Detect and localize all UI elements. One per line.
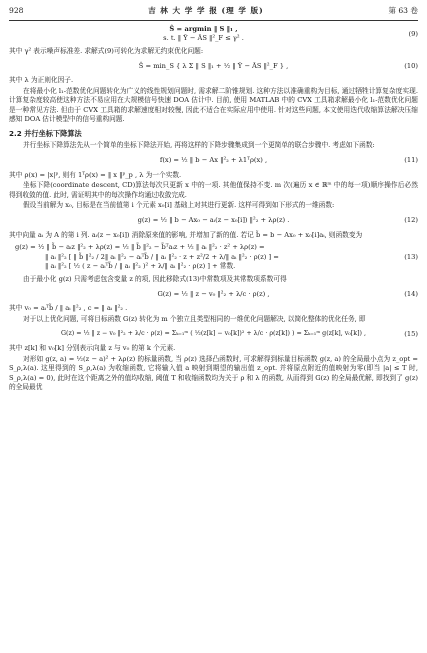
equation-10	[9, 59, 418, 73]
paragraph-vector: 其中向量 aᵢ 为 A 的第 i 列. aᵢ(z − x₀[i]) 消除原来值的影响, 并增加了新的值. 若记 b̃ = b − Ax₀ + x₀[i]aᵢ, 则函数变为	[9, 230, 363, 239]
volume: 第 63 卷	[388, 6, 418, 15]
section-heading: 2.2 并行坐标下降算法	[9, 128, 82, 138]
equation-11-content: f(x) = ½ ‖ b − Ax ‖²₂ + λ1ᵀρ(x) ,	[159, 155, 268, 164]
paragraph-intro: 在将最小化 l₁-范数优化问题转化为广义的线性规划问题时, 需求解二阶锥规划. 这种方法以准确重构为目标, 通过牺牲计算复杂度实现. 计算复杂度较高使这种方法不易应用在大规模信号快速 DOA 估计中. 目前, 使用 MATLAB 中的 CVX 工具箱求解最小化 l₁-范数优化问题是一种常见方法. 但由于 CVX 工具箱的求解速度相对较慢, 因此不适合在实际应用中使用. 针对这些问题, 本文使用迭代收缩算法解决压缩感知 DOA 估计模型中的信号重构问题.	[9, 86, 418, 124]
equation-11	[9, 154, 418, 168]
equation-9	[9, 25, 418, 44]
paragraph-final: 对形如 g(z, a) = ½(z − a)² + λρ(z) 的标量函数, 当 ρ(z) 选择凸函数时, 可求解得到标量目标函数 g(z, a) 的全局最小点为 z_opt = S_ρ,λ(a). 这里得到的 S_ρ,λ(a) 为收缩函数, 它将输入值 a 映射到期望的输出值 z_opt. 并将原点附近的值映射为零(即当 |a| ≤ T 时, S_ρ,λ(a) = 0), 此时在这个距离之外的值均收缩, 阈值 T 和收缩函数均为关于 ρ 和 λ 的函数, 从而得到 G(z) 的全局最优解, 即找到了 g(z) 的全局最优	[9, 354, 418, 392]
paragraph-after-eq9: 其中 γ² 表示噪声标准差. 求解式(9)可转化为求解无约束优化问题:	[9, 46, 204, 55]
equation-9-line-1: Ŝ = argmin ‖ S ‖₁ ,	[169, 24, 238, 33]
equation-9-number: (9)	[408, 29, 418, 38]
equation-14	[9, 287, 418, 301]
page-number: 928	[9, 6, 24, 15]
equation-10-number: (10)	[404, 61, 418, 70]
journal-title: 吉 林 大 学 学 报 (理 学 版)	[148, 6, 264, 15]
paragraph-rho: 其中 ρ(x) = |x|ᵖ, 则有 1ᵀρ(x) = ‖ x ‖ᵖ_p , λ 为一个实数.	[9, 170, 182, 179]
paragraph-assume: 假设当前解为 x₀, 目标是在当前值第 i 个元素 x₀[i] 基础上对其进行更新. 这样可得到如下形式的一维函数:	[23, 201, 335, 210]
equation-10-content: Ŝ = min_S { λ Σ ‖ S ‖₁ + ½ ‖ Ỹ − ÃS ‖²_F } ,	[138, 61, 289, 70]
page-header	[9, 6, 418, 21]
paragraph-section-1: 并行坐标下降算法先从一个简单的坐标下降法开始, 再将这样的下降步骤集成到一个更简单的联合步骤中. 考虑如下函数:	[23, 141, 375, 150]
equation-15	[9, 327, 418, 341]
paragraph-v0: 其中 v₀ = aᵢᵀb̃ / ‖ aᵢ ‖²₂ , c = ‖ aᵢ ‖²₂ .	[9, 304, 128, 313]
equation-15-number: (15)	[404, 329, 418, 338]
equation-14-content: G(z) = ½ ‖ z − v₀ ‖²₂ + λ/c · ρ(z) ,	[157, 289, 270, 298]
paragraph-optimization: 对于以上优化问题, 可将目标函数 G(z) 转化为 m 个独立且类型相同的一维优化问题解决, 以简化整体的优化任务, 即	[23, 314, 366, 323]
equation-12-number: (12)	[404, 215, 418, 224]
equation-13	[9, 243, 418, 272]
equation-11-number: (11)	[404, 155, 418, 164]
equation-13-number: (13)	[404, 252, 418, 261]
paragraph-lambda: 其中 λ 为正则化因子.	[9, 76, 74, 85]
equation-14-number: (14)	[404, 289, 418, 298]
equation-12	[9, 214, 418, 228]
equation-12-content: g(z) = ½ ‖ b − Ax₀ − aᵢ(z − x₀[i]) ‖²₂ + λρ(z) .	[137, 215, 290, 224]
equation-13-line-2: ‖ aᵢ ‖²₂ [ ‖ b̃ ‖²₂ / 2‖ aᵢ ‖²₂ − aᵢᵀb̃ / ‖ aᵢ ‖²₂ · z + z²/2 + λ/‖ aᵢ ‖²₂ · ρ(z) ] =	[45, 252, 279, 261]
equation-15-content: G(z) = ½ ‖ z − v₀ ‖²₂ + λ/c · ρ(z) = Σₖ₌₁ᵐ ( ½(z[k] − v₀[k])² + λ/c · ρ(z[k]) ) = Σₖ₌₁ᵐ g(z[k], v₀[k]) ,	[61, 329, 366, 337]
paragraph-coordinate-descent: 坐标下降(coordinate descent, CD)算法每次只更新 x 中的一项. 其他值保持不变. m 次(遍历 x ∈ ℝᵐ 中的每一项)顺序操作后必然得到收敛的值. 此时, 需证明其中的每次操作均通过收敛完成.	[9, 181, 418, 199]
equation-13-line-1: g(z) = ½ ‖ b̃ − aᵢz ‖²₂ + λρ(z) = ½ ‖ b̃ ‖²₂ − b̃ᵀaᵢz + ½ ‖ aᵢ ‖²₂ · z² + λρ(z) =	[15, 243, 265, 252]
equation-9-line-2: s. t. ‖ Ỹ − ÃS ‖²_F ≤ γ² .	[163, 34, 244, 43]
equation-13-line-3: ‖ aᵢ ‖²₂ [ ½ ( z − aᵢᵀb̃ / ‖ aᵢ ‖²₂ )² + λ/‖ aᵢ ‖²₂ · ρ(z) ] + 常数.	[45, 262, 236, 271]
paragraph-zk: 其中 z[k] 和 v₀[k] 分别表示向量 z 与 v₀ 的第 k 个元素.	[9, 344, 176, 353]
paragraph-minimize: 由于最小化 g(z) 只需考虑包含变量 z 的项, 因此移除式(13)中常数项及其常数项系数可得	[23, 274, 287, 283]
